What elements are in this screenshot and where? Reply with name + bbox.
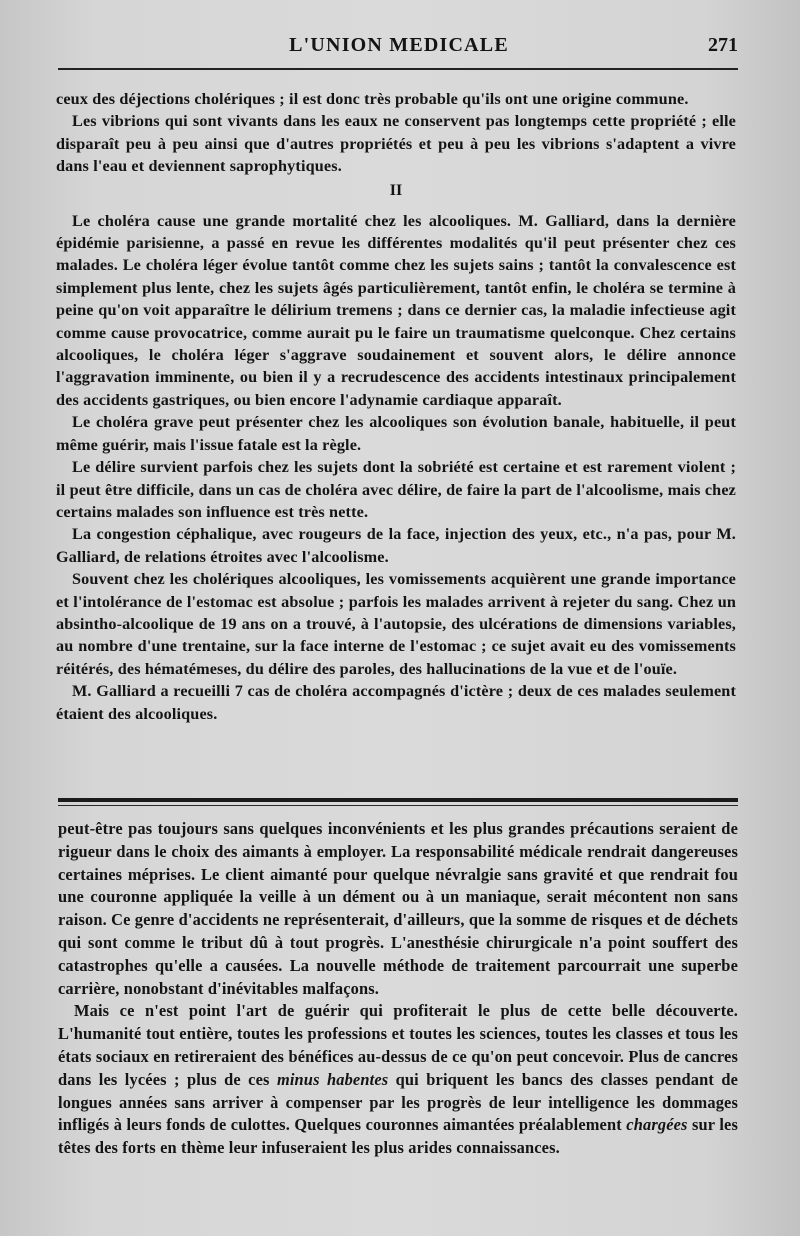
paragraph xyxy=(58,1000,738,1160)
article-body xyxy=(56,88,736,725)
paragraph: Le délire survient parfois chez les sujets dont la sobriété est certaine et est rarement violent ; il peut être difficile, dans un cas de choléra avec délire, de faire la part de l'alcoolisme, mais chez certains malades son influence est très nette. xyxy=(56,458,736,521)
divider-thin-rule xyxy=(58,805,738,806)
text-run: Mais ce n'est point l'art de guérir qui profiterait le plus de cette belle découverte. L'humanité tout entière, toutes les professions et toutes les sciences, toutes les classes et tous les états sociaux en retireraient des bénéfices au-dessus de ce qu'on peut concevoir. Plus de cancres dans les lycées ; plus de ces xyxy=(58,1001,738,1089)
feuilleton-body xyxy=(58,818,738,1160)
paragraph: M. Galliard a recueilli 7 cas de choléra accompagnés d'ictère ; deux de ces malades seulement étaient des alcooliques. xyxy=(56,682,736,723)
divider-thick-rule xyxy=(58,798,738,802)
running-title: L'UNION MEDICALE xyxy=(289,34,509,56)
paragraph: Souvent chez les cholériques alcooliques, les vomissements acquièrent une grande importance et l'intolérance de l'estomac est absolue ; parfois les malades arrivent à rejeter du sang. Chez un absintho-alcoolique de 19 ans on a trouvé, à l'autopsie, des ulcérations de dimensions variables, au nombre d'une trentaine, sur la face interne de l'estomac ; ce sujet avait eu des vomissements réitérés, des hématémeses, du délire des paroles, des hallucinations de la vue et de l'ouïe. xyxy=(56,570,736,678)
page-number: 271 xyxy=(708,34,738,56)
paragraph: ceux des déjections cholériques ; il est donc très probable qu'ils ont une origine commune. xyxy=(56,90,689,108)
text-run: qui briquent les bancs des classes pendant de longues années sans arriver à compenser par les progrès de leur intelligence les dommages infligés à leurs fonds de culottes. Quelques couronnes aimantées préalablement xyxy=(58,1069,739,1135)
paragraph: Les vibrions qui sont vivants dans les eaux ne conservent pas longtemps cette propriété ; elle disparaît peu à peu ainsi que d'autres propriétés et peu à peu les vibrions s'adaptent a vivre dans l'eau et deviennent saprophytiques. xyxy=(56,112,736,176)
text-run: sur les têtes des forts en thème leur infuseraient les plus arides connaissances. xyxy=(58,1115,739,1158)
italic-phrase: minus habentes xyxy=(276,1069,389,1089)
paragraph: Le choléra grave peut présenter chez les alcooliques son évolution banale, habituelle, il peut même guérir, mais l'issue fatale est la règle. xyxy=(56,413,736,454)
section-heading: II xyxy=(389,181,403,199)
feuilleton-divider xyxy=(58,798,738,806)
paragraph: Le choléra cause une grande mortalité chez les alcooliques. M. Galliard, dans la dernière épidémie parisienne, a passé en revue les différentes modalités qu'il peut présenter chez ces malades. Le choléra léger évolue tantôt comme chez les sujets sains ; tantôt la convalescence est simplement plus lente, chez les sujets âgés particulièrement, tantôt enfin, le choléra se termine à peine qu'on voit apparaître le délirium tremens ; dans ce dernier cas, la maladie infectieuse agit comme cause provocatrice, comme aurait pu le faire un traumatisme quelconque. Chez certains alcooliques, le choléra léger s'aggrave soudainement et souvent alors, le délire annonce l'aggravation imminente, ou bien il y a recrudescence des accidents intestinaux principalement des accidents gastriques, ou bien encore l'adynamie cardiaque apparaît. xyxy=(56,211,736,409)
page-header xyxy=(58,34,740,64)
paragraph: La congestion céphalique, avec rougeurs de la face, injection des yeux, etc., n'a pas, pour M. Galliard, de relations étroites avec l'alcoolisme. xyxy=(56,525,736,566)
header-rule xyxy=(58,68,738,70)
italic-phrase: chargées xyxy=(626,1115,688,1135)
paragraph: peut-être pas toujours sans quelques inconvénients et les plus grandes précautions seraient de rigueur dans le choix des aimants à employer. La responsabilité médicale rendrait dangereuses certaines méprises. Le client aimanté pour quelque névralgie sans gravité et que rendrait fou une couronne appliquée la veille à un dément ou à un maniaque, serait mécontent non sans raison. Ce genre d'accidents ne représenterait, d'ailleurs, que la somme de risques et de déchets qui sont comme le tribut dû à tout progrès. L'anesthésie chirurgicale n'a point souffert des catastrophes qu'elle a causées. La nouvelle méthode de traitement parcourrait une superbe carrière, nonobstant d'inévitables malfaçons. xyxy=(58,819,738,998)
